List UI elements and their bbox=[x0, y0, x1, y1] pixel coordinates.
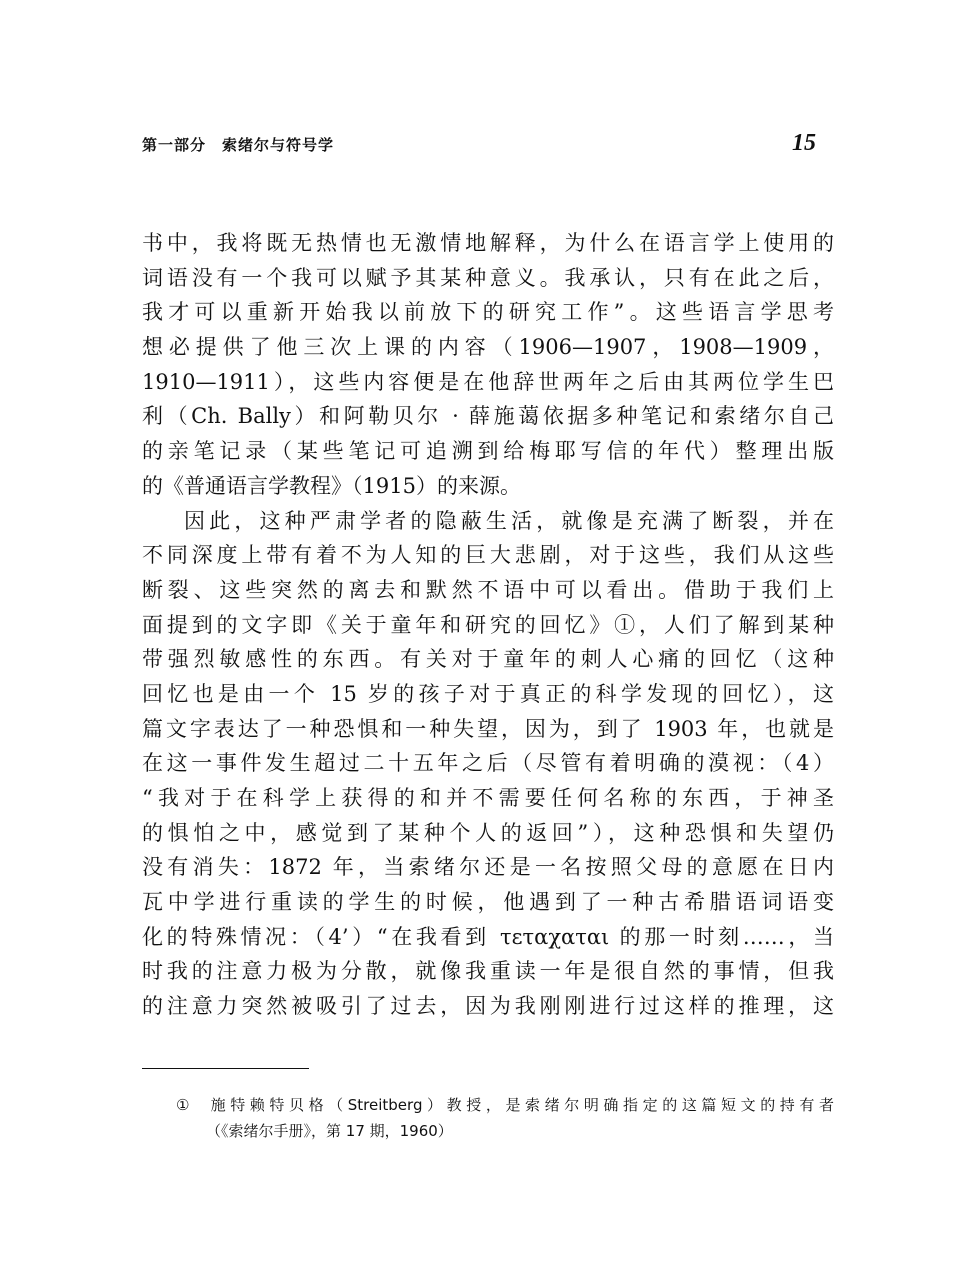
text-line: 我才可以重新开始我以前放下的研究工作”。这些语言学思考 bbox=[142, 300, 834, 325]
text-line: 瓦中学进行重读的学生的时候，他遇到了一种古希腊语词语变 bbox=[142, 890, 834, 915]
text-line: 不同深度上带有着不为人知的巨大悲剧，对于这些，我们从这些 bbox=[142, 543, 834, 568]
text-line: 1910—1911），这些内容便是在他辞世两年之后由其两位学生巴 bbox=[142, 369, 834, 394]
section-title: 第一部分 索绪尔与符号学 bbox=[142, 136, 335, 154]
footnote-marker: ① bbox=[176, 1096, 190, 1114]
text-line: 面提到的文字即《关于童年和研究的回忆》①，人们了解到某种 bbox=[142, 612, 834, 637]
text-line: “我对于在科学上获得的和并不需要任何名称的东西，于神圣 bbox=[142, 786, 834, 810]
footnote-text: 施特赖特贝格（Streitberg）教授，是索绪尔明确指定的这篇短文的持有者 bbox=[206, 1096, 834, 1114]
page-number: 15 bbox=[792, 130, 816, 156]
text-line: 篇文字表达了一种恐惧和一种失望，因为，到了 1903 年，也就是 bbox=[142, 716, 834, 741]
text-line: 的注意力突然被吸引了过去，因为我刚刚进行过这样的推理，这 bbox=[142, 994, 834, 1019]
text-line: 在这一事件发生超过二十五年之后（尽管有着明确的漠视：（4） bbox=[142, 751, 834, 776]
text-line: 利（Ch. Bally）和阿勒贝尔 · 薛施蔼依据多种笔记和索绪尔自己 bbox=[142, 404, 834, 429]
paragraph-start-line: 因此，这种严肃学者的隐蔽生活，就像是充满了断裂，并在 bbox=[184, 508, 834, 533]
text-line: 书中，我将既无热情也无激情地解释，为什么在语言学上使用的 bbox=[142, 231, 834, 255]
paragraph-end-line: 的《普通语言学教程》（1915）的来源。 bbox=[142, 473, 521, 498]
running-head bbox=[142, 130, 822, 160]
footnote bbox=[176, 1092, 834, 1144]
footnote-line bbox=[176, 1092, 834, 1118]
text-line: 没有消失：1872 年，当索绪尔还是一名按照父母的意愿在日内 bbox=[142, 855, 834, 880]
text-line: 化的特殊情况：（4’）“在我看到 τεταχαται 的那一时刻……，当 bbox=[142, 924, 834, 949]
footnote-line: （《索绪尔手册》，第 17 期，1960） bbox=[206, 1122, 453, 1140]
text-line: 带强烈敏感性的东西。有关对于童年的刺人心痛的回忆（这种 bbox=[142, 647, 834, 672]
footnote-divider bbox=[142, 1068, 309, 1069]
text-line: 回忆也是由一个 15 岁的孩子对于真正的科学发现的回忆），这 bbox=[142, 681, 834, 706]
text-line: 的亲笔记录（某些笔记可追溯到给梅耶写信的年代）整理出版 bbox=[142, 439, 834, 464]
text-line: 想必提供了他三次上课的内容（1906—1907，1908—1909， bbox=[142, 335, 834, 360]
body-text bbox=[142, 226, 834, 1024]
text-line: 断裂、这些突然的离去和默然不语中可以看出。借助于我们上 bbox=[142, 577, 834, 602]
text-line: 词语没有一个我可以赋予其某种意义。我承认，只有在此之后， bbox=[142, 265, 834, 290]
text-line: 的惧怕之中，感觉到了某种个人的返回”），这种恐惧和失望仍 bbox=[142, 820, 834, 845]
text-line: 时我的注意力极为分散，就像我重读一年是很自然的事情，但我 bbox=[142, 959, 834, 984]
